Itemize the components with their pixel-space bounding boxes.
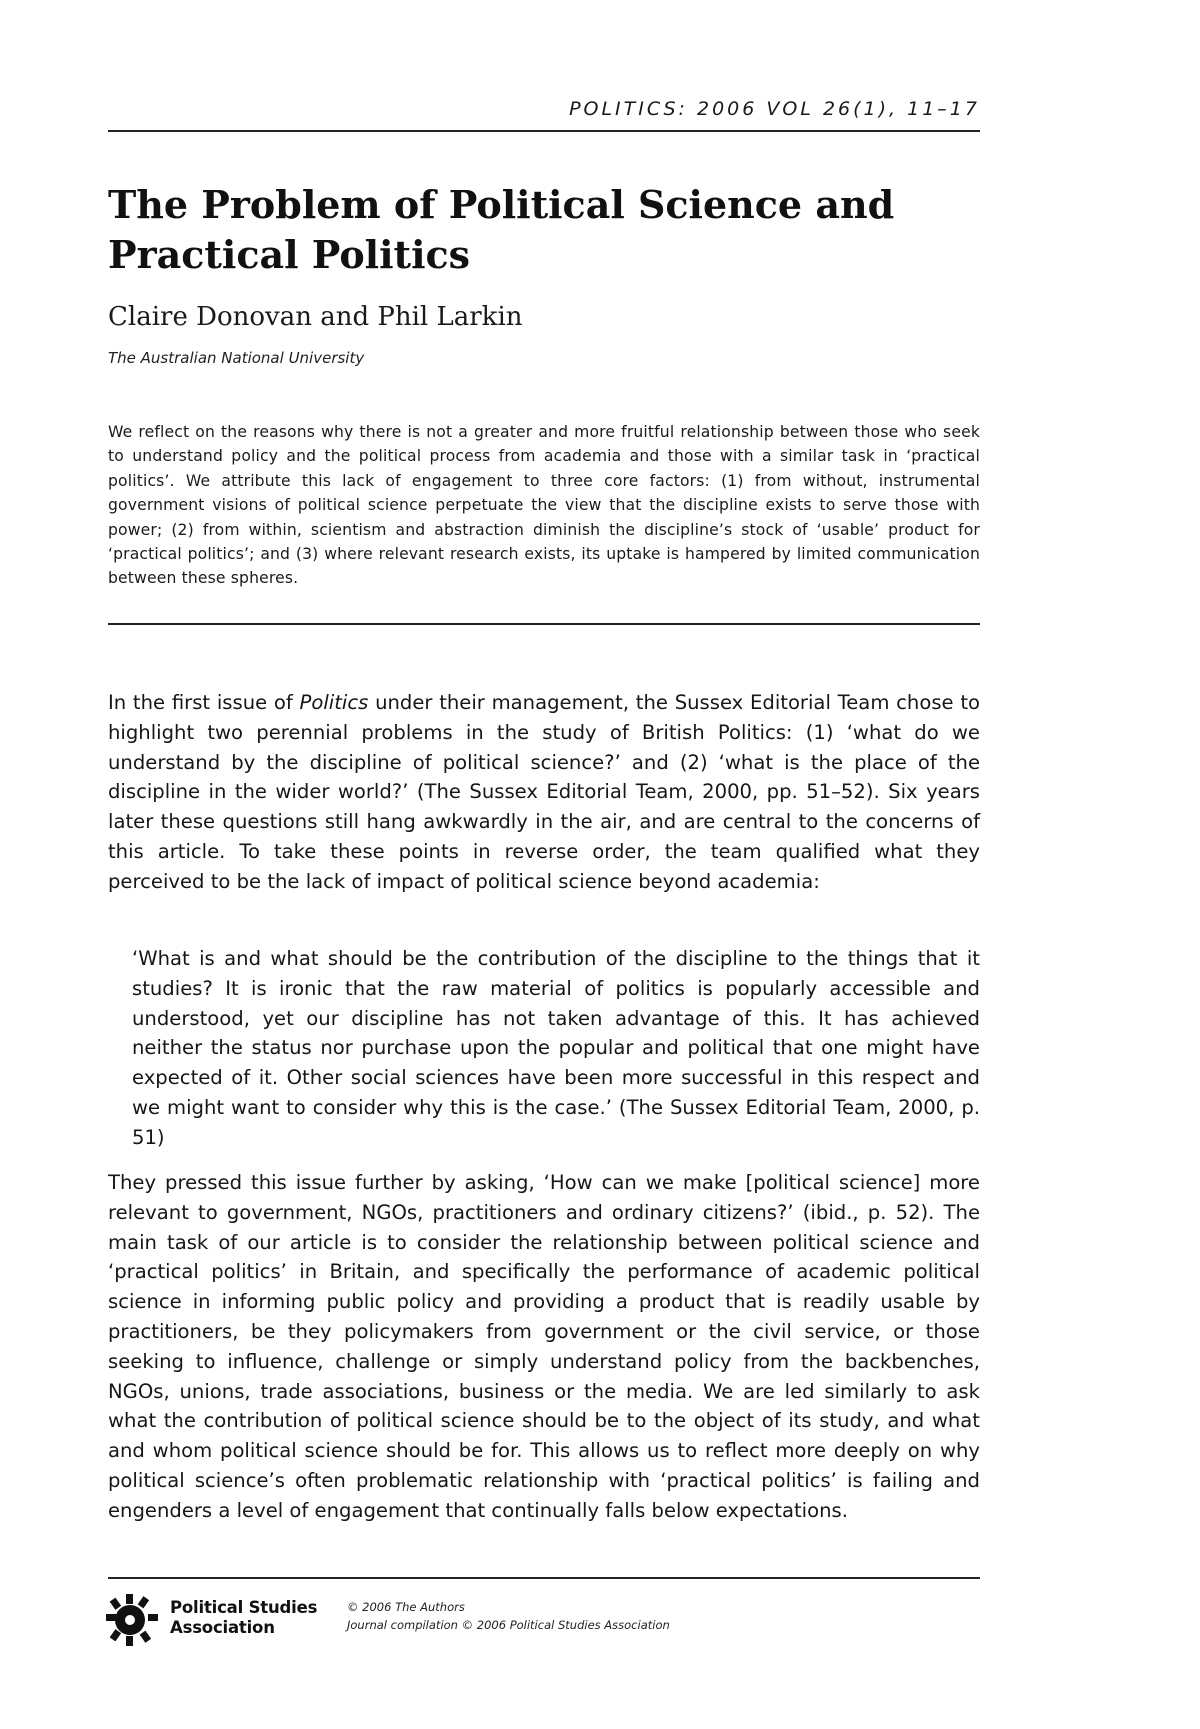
article-title [108, 180, 968, 280]
authors: Claire Donovan and Phil Larkin [108, 302, 523, 332]
article-title-line1: The Problem of Political Science and [108, 182, 895, 227]
copyright-notice [347, 1598, 670, 1634]
body-paragraph-2: They pressed this issue further by asking, ‘How can we make [political science] more relevant to government, NGOs, practitioners and ordinary citizens?’ (ibid., p. 52). The main task of our article is to consider the relationship between political science and ‘practical politics’ in Britain, and specifically the performance of academic political science in informing public policy and providing a product that is readily usable by practitioners, be they policymakers from government or the civil service, or those seeking to influence, challenge or simply understand policy from the backbenches, NGOs, unions, trade associations, business or the media. We are led similarly to ask what the contribution of political science should be to the object of its study, and what and whom political science should be for. This allows us to reflect more deeply on why political science’s often problematic relationship with ‘practical politics’ is failing and engenders a level of engagement that continually falls below expectations. [108, 1171, 980, 1522]
psa-logo-line2: Association [170, 1618, 275, 1637]
psa-logo-line1: Political Studies [170, 1598, 318, 1617]
header-rule [108, 130, 980, 132]
psa-logo [106, 1590, 321, 1648]
psa-logo-text [170, 1598, 317, 1638]
footer-rule [108, 1577, 980, 1579]
running-head: POLITICS: 2006 VOL 26(1), 11–17 [569, 98, 980, 120]
article-title-line2: Practical Politics [108, 232, 471, 277]
para1-text-start: In the first issue of [108, 691, 300, 714]
abstract-rule [108, 623, 980, 625]
copyright-line1: © 2006 The Authors [347, 1600, 465, 1614]
affiliation: The Australian National University [108, 349, 365, 367]
psa-logo-icon [106, 1590, 162, 1648]
abstract: We reflect on the reasons why there is not a greater and more fruitful relationship between those who seek to understand policy and the political process from academia and those with a similar task in ‘practical politics’. We attribute this lack of engagement to three core factors: (1) from without, instrumental government visions of political science perpetuate the view that the discipline exists to serve those with power; (2) from within, scientism and abstraction diminish the discipline’s stock of ‘usable’ product for ‘practical politics’; and (3) where relevant research exists, its uptake is hampered by limited communication between these spheres. [108, 423, 980, 588]
copyright-line2: Journal compilation © 2006 Political Studies Association [347, 1618, 670, 1632]
journal-name-italic: Politics [299, 691, 369, 714]
para1-text-end: under their management, the Sussex Editorial Team chose to highlight two perennial problems in the study of British Politics: (1) ‘what do we understand by the discipline of political science?’ and (2) ‘what is the place of the discipline in the wider world?’ (The Sussex Editorial Team, 2000, pp. 51–52). Six years later these questions still hang awkwardly in the air, and are central to the concerns of this article. To take these points in reverse order, the team qualified what they perceived to be the lack of impact of political science beyond academia: [108, 691, 980, 893]
body-paragraph-1 [108, 688, 980, 897]
block-quote: ‘What is and what should be the contribution of the discipline to the things that it studies? It is ironic that the raw material of politics is popularly accessible and understood, yet our discipline has not taken advantage of this. It has achieved neither the status nor purchase upon the popular and political that one might have expected of it. Other social sciences have been more successful in this respect and we might want to consider why this is the case.’ (The Sussex Editorial Team, 2000, p. 51) [132, 947, 980, 1149]
